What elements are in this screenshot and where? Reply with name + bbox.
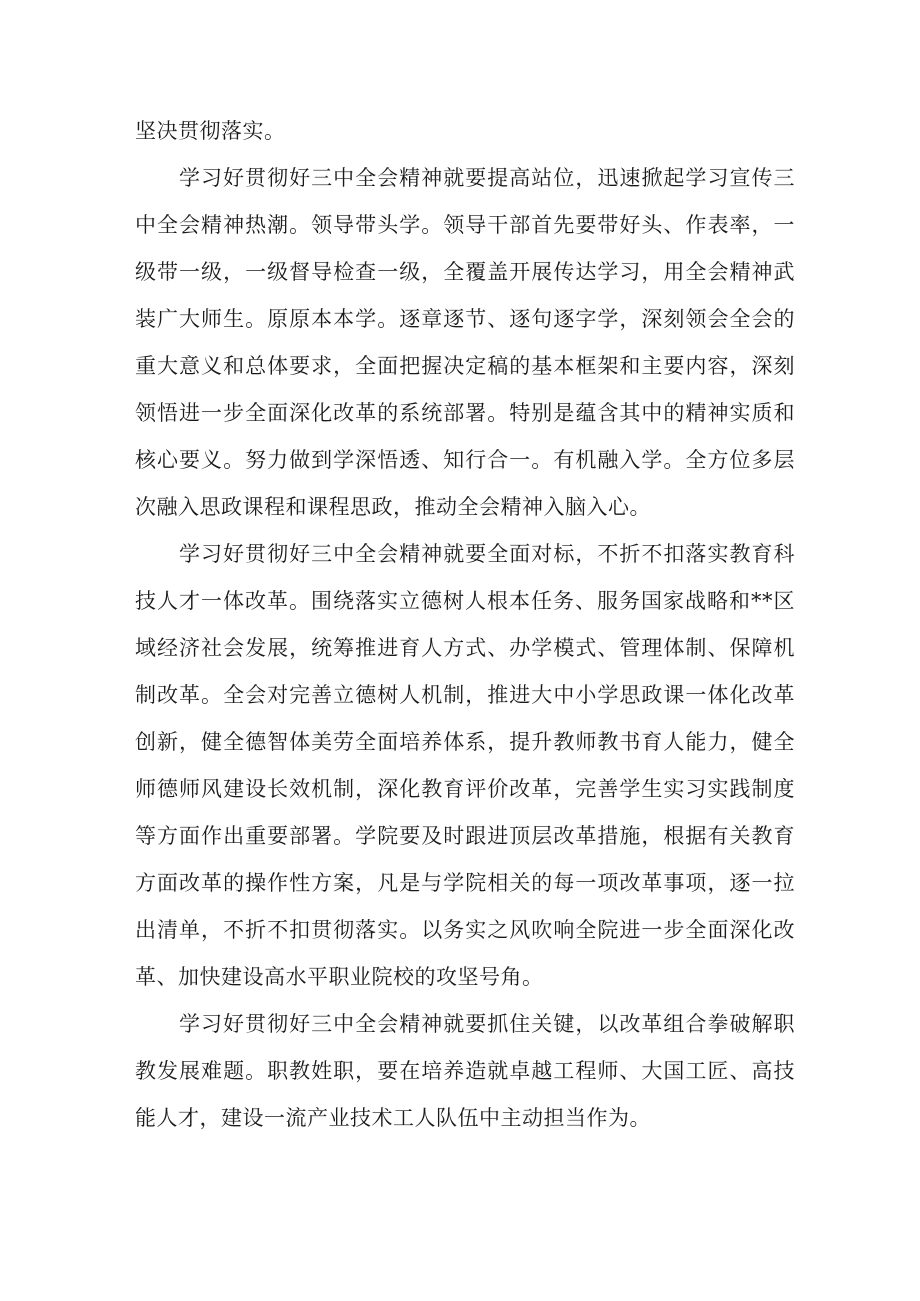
paragraph-reform-implementation: 学习好贯彻好三中全会精神就要全面对标，不折不扣落实教育科技人才一体改革。围绕落实立德树人根本任务、服务国家战略和**区域经济社会发展，统筹推进育人方式、办学模式、管理体制、保障机制改革。全会对完善立德树人机制，推进大中小学思政课一体化改革创新，健全德智体美劳全面培养体系，提升教师教书育人能力，健全师德师风建设长效机制，深化教育评价改革，完善学生实习实践制度等方面作出重要部署。学院要及时跟进顶层改革措施，根据有关教育方面改革的操作性方案，凡是与学院相关的每一项改革事项，逐一拉出清单，不折不扣贯彻落实。以务实之风吹响全院进一步全面深化改革、加快建设高水平职业院校的攻坚号角。 xyxy=(135,542,795,989)
document-body xyxy=(135,108,795,1142)
paragraph-key-problems: 学习好贯彻好三中全会精神就要抓住关键，以改革组合拳破解职教发展难题。职教姓职，要在培养造就卓越工程师、大国工匠、高技能人才，建设一流产业技术工人队伍中主动担当作为。 xyxy=(135,1012,795,1130)
paragraph-continuation: 坚决贯彻落实。 xyxy=(135,119,286,143)
paragraph-study-position: 学习好贯彻好三中全会精神就要提高站位，迅速掀起学习宣传三中全会精神热潮。领导带头学。领导干部首先要带好头、作表率，一级带一级，一级督导检查一级，全覆盖开展传达学习，用全会精神武装广大师生。原原本本学。逐章逐节、逐句逐字学，深刻领会全会的重大意义和总体要求，全面把握决定稿的基本框架和主要内容，深刻领悟进一步全面深化改革的系统部署。特别是蕴含其中的精神实质和核心要义。努力做到学深悟透、知行合一。有机融入学。全方位多层次融入思政课程和课程思政，推动全会精神入脑入心。 xyxy=(135,166,795,519)
